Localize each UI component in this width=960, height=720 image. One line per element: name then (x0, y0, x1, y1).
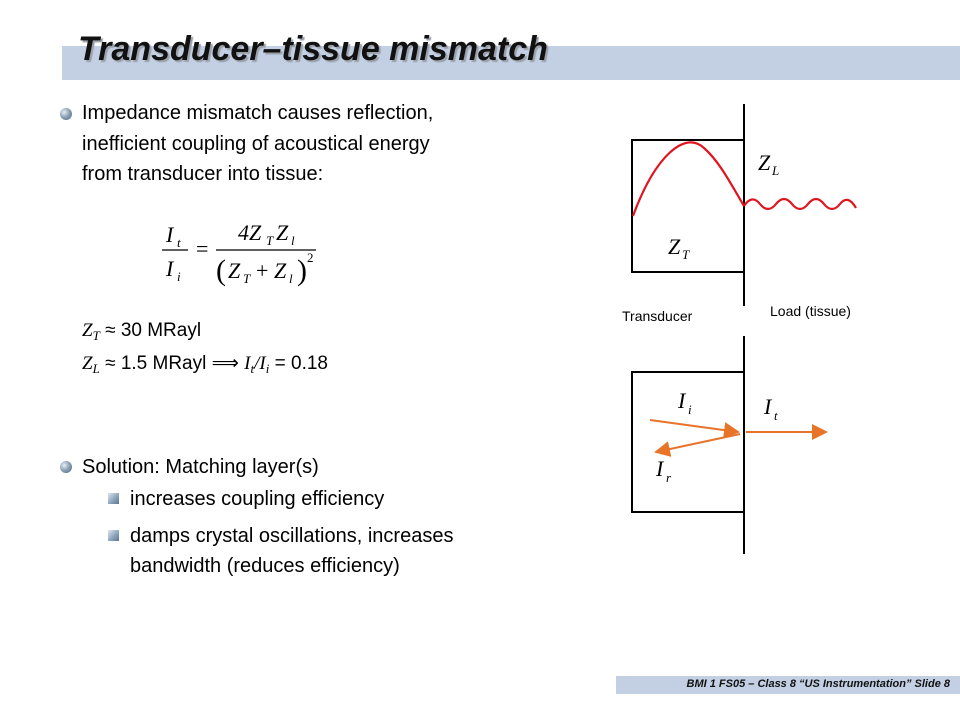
it-sub: t (774, 408, 778, 423)
ii-label: I (678, 388, 686, 413)
svg-text:=: = (196, 236, 209, 261)
ir-sub: r (666, 470, 672, 485)
footer-text: BMI 1 FS05 – Class 8 “US Instrumentation” Slide 8 (686, 678, 950, 690)
sub-bullet-1-line-1: increases coupling efficiency (130, 488, 385, 510)
ir-label: I (656, 456, 664, 481)
bullet-1-line-3: from transducer into tissue: (82, 163, 324, 185)
diagram-zt-sub: T (682, 247, 690, 262)
diagram-zt-label: Z (668, 234, 681, 259)
sub-bullet-icon (108, 530, 119, 541)
sub-bullet-2-line-1: damps crystal oscillations, increases (130, 525, 454, 547)
eq-lhs-num: I (166, 222, 174, 247)
sub-bullet-2-line-2: bandwidth (reduces efficiency) (130, 555, 400, 577)
transducer-box-bottom (632, 372, 744, 512)
eq-lhs-num-sub: t (177, 235, 181, 250)
slide-title: Transducer–tissue mismatch (78, 30, 548, 68)
zt-value-line: $Z_T \approx 30$ MRayl (82, 320, 202, 343)
eq-num-sub2: l (291, 233, 295, 248)
footer-bar (616, 676, 960, 694)
transmitted-wave (744, 199, 856, 209)
sub-bullet-icon (108, 493, 119, 504)
eq-den-plus: + (256, 258, 269, 283)
zl-value-line: $Z_L \approx 1.5$ MRayl ⟹ $I_t/I_i = 0.18$ (82, 353, 328, 376)
bullet-2-text: Solution: Matching layer(s) (82, 456, 319, 478)
eq-den-sub2: l (289, 271, 293, 286)
transducer-label: Transducer (622, 308, 693, 324)
load-label: Load (tissue) (770, 303, 851, 319)
transducer-diagram (600, 98, 940, 568)
diagram-zl-label: Z (758, 150, 771, 175)
ii-sub: i (688, 402, 692, 417)
incident-arrow (650, 420, 738, 432)
bullet-1-line-2: inefficient coupling of acoustical energy (82, 133, 430, 155)
bullet-icon (60, 461, 72, 473)
eq-num-sub1: T (266, 233, 274, 248)
bullet-icon (60, 108, 72, 120)
standing-wave (633, 142, 744, 216)
eq-den-sub1: T (243, 271, 251, 286)
svg-text:): ) (297, 254, 307, 287)
diagram-zl-sub: L (772, 163, 780, 178)
eq-den-power: 2 (307, 250, 314, 265)
bullet-1-line-1: Impedance mismatch causes reflection, (82, 102, 434, 124)
eq-lhs-den-sub: i (177, 269, 181, 284)
eq-lhs-den: I (166, 256, 174, 281)
eq-den-z2: Z (274, 258, 287, 283)
svg-text:(: ( (216, 254, 226, 287)
transmission-equation (160, 214, 360, 294)
it-label: I (764, 394, 772, 419)
eq-numerator: 4Z (238, 220, 262, 245)
eq-den-z1: Z (228, 258, 241, 283)
eq-num-z2: Z (276, 220, 289, 245)
reflected-arrow (656, 434, 740, 452)
